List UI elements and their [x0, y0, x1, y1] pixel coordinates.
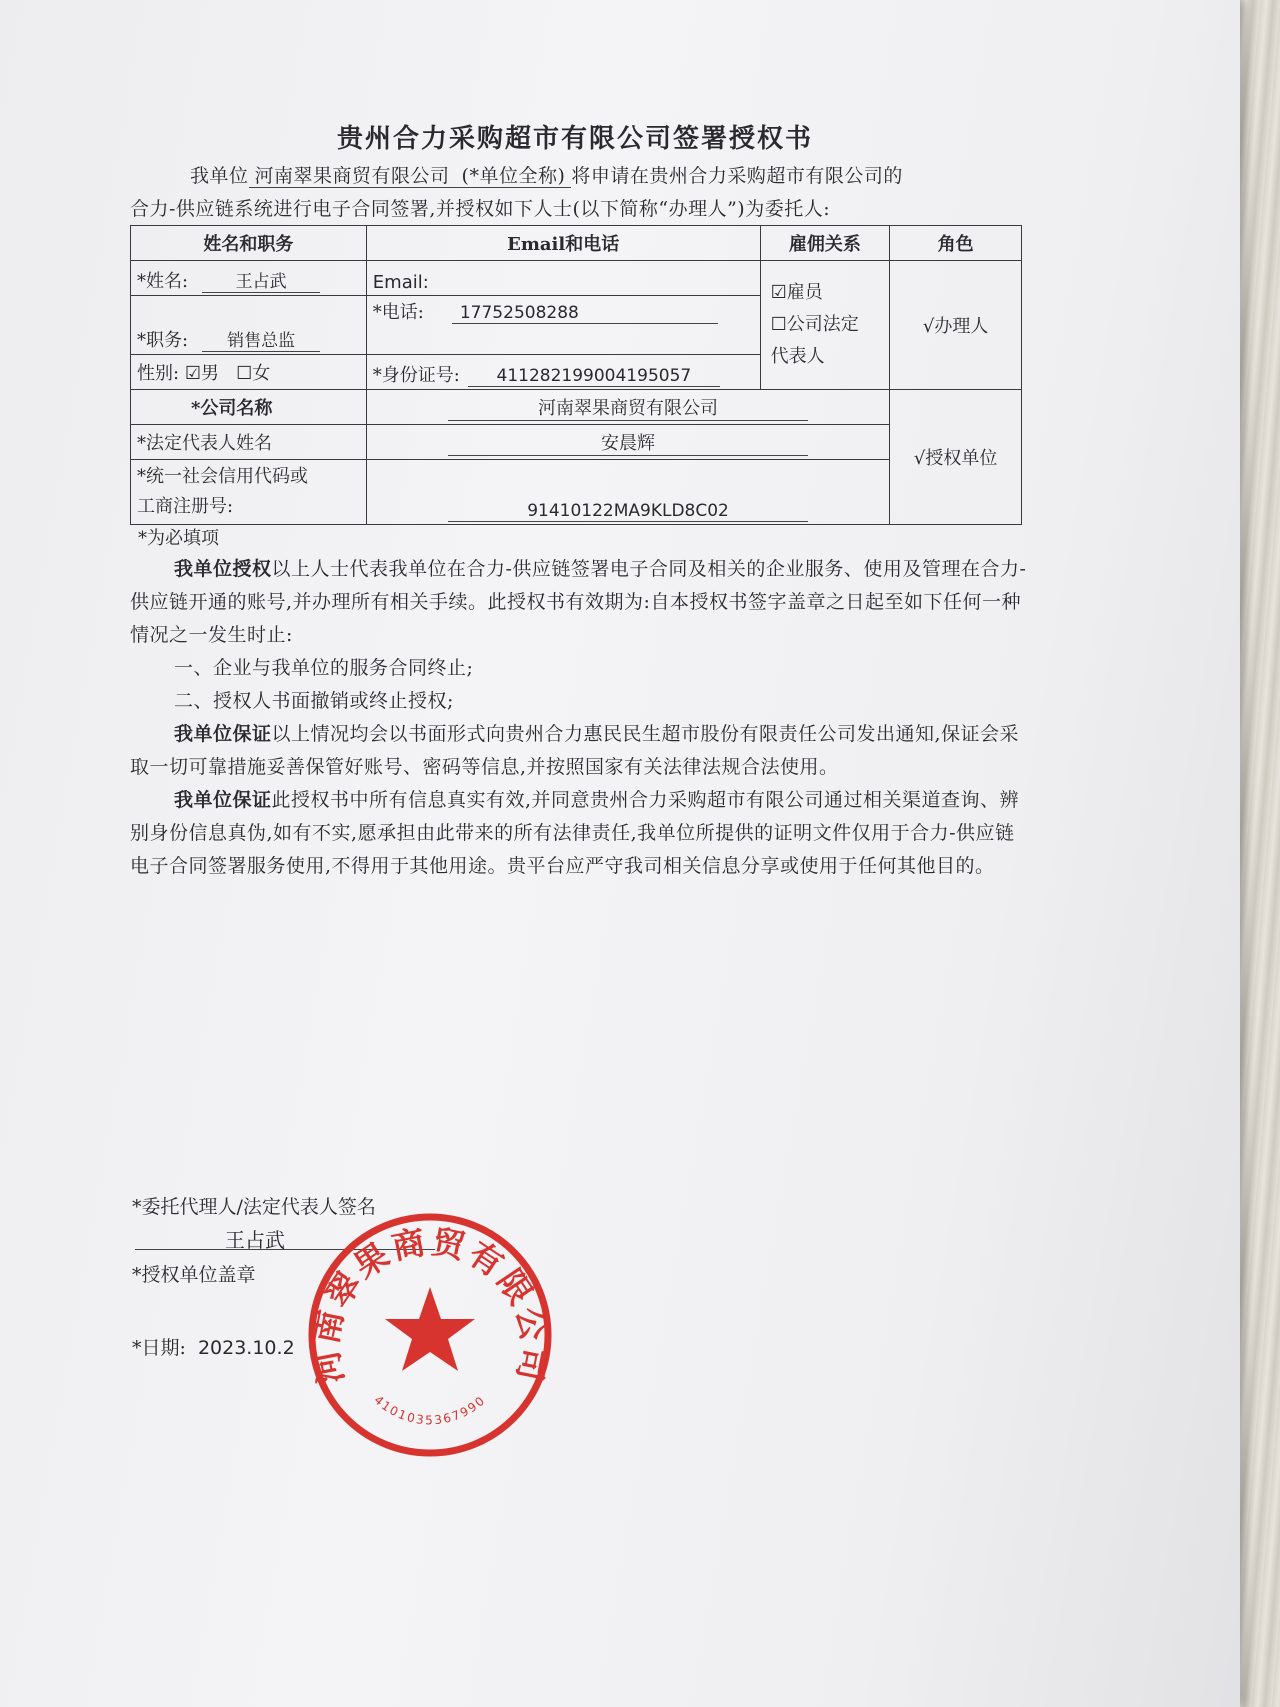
body-p2-text: 以上情况均会以书面形式向贵州合力惠民民生超市股份有限责任公司发出通知,保证会采取一切可靠措施妥善保管好账号、密码等信息,并按照国家有关法律法规合法使用。 — [130, 723, 1020, 778]
table-row — [131, 425, 1022, 460]
seal-number: 4101035367990 — [371, 1392, 489, 1428]
credit-label-2: 工商注册号: — [137, 496, 234, 517]
table-row — [131, 261, 1022, 296]
employment-legal-rep: ☐公司法定 — [770, 314, 859, 335]
intro-prefix: 我单位 — [190, 165, 249, 187]
name-cell — [131, 261, 367, 296]
header-name-title: 姓名和职务 — [131, 226, 367, 261]
legal-rep-label: *法定代表人姓名 — [131, 425, 367, 460]
employment-legal-rep-2: 代表人 — [770, 346, 825, 367]
gender-female: ☐女 — [236, 363, 271, 384]
header-employment: 雇佣关系 — [760, 226, 890, 261]
date-row — [132, 1333, 295, 1360]
id-value: 411282199004195057 — [468, 366, 720, 387]
document-title: 贵州合力采购超市有限公司签署授权书 — [336, 124, 813, 154]
phone-cell — [366, 296, 760, 355]
company-value: 河南翠果商贸有限公司 — [448, 394, 808, 421]
credit-cell — [366, 460, 890, 525]
intro-paragraph — [130, 160, 1030, 226]
body-paragraph-3 — [130, 784, 1030, 883]
phone-label: *电话: — [372, 302, 424, 323]
seal-star — [385, 1287, 475, 1371]
company-seal — [300, 1205, 560, 1465]
body-p2-bold: 我单位保证 — [174, 723, 272, 745]
seal-text: 河南翠果商贸有限公司 — [305, 1221, 555, 1388]
required-note: *为必填项 — [138, 528, 219, 549]
id-label: *身份证号: — [372, 365, 460, 386]
table-row — [131, 460, 1022, 525]
company-label: *公司名称 — [131, 390, 367, 425]
legal-rep-cell — [366, 425, 890, 460]
position-value: 销售总监 — [202, 326, 320, 352]
role-agent-cell: √办理人 — [890, 261, 1022, 390]
date-label: *日期: — [132, 1337, 186, 1359]
position-label: *职务: — [137, 330, 189, 351]
signature-name: 王占武 — [225, 1228, 285, 1252]
intro-after: 将申请在贵州合力采购超市有限公司的 — [571, 165, 903, 187]
seal-label: *授权单位盖章 — [132, 1264, 256, 1286]
intro-line-1 — [130, 160, 1030, 193]
body-p1-bold: 我单位授权 — [174, 558, 272, 580]
body-text — [130, 553, 1030, 883]
name-value: 王占武 — [202, 267, 320, 293]
id-cell — [366, 355, 760, 390]
body-paragraph-2 — [130, 718, 1030, 784]
intro-company: 河南翠果商贸有限公司 — [249, 165, 456, 188]
body-p3-bold: 我单位保证 — [174, 789, 272, 811]
authorization-table — [130, 225, 1022, 525]
position-cell — [131, 296, 367, 355]
gender-label: 性别: — [137, 363, 180, 384]
phone-value: 17752508288 — [452, 303, 718, 324]
body-paragraph-1 — [130, 553, 1030, 652]
date-value: 2023.10.2 — [197, 1337, 295, 1359]
gender-male: ☑男 — [184, 363, 219, 384]
name-label: *姓名: — [137, 271, 189, 292]
signature-label: *委托代理人/法定代表人签名 — [132, 1196, 376, 1218]
intro-fullname-note: (*单位全称) — [456, 165, 572, 188]
gender-cell — [131, 355, 367, 390]
table-header-row — [131, 226, 1022, 261]
body-p1-text: 以上人士代表我单位在合力-供应链签署电子合同及相关的企业服务、使用及管理在合力-供应链开通的账号,并办理所有相关手续。此授权书有效期为:自本授权书签字盖章之日起至如下任何一种情况之一发生时止: — [130, 558, 1027, 646]
table-row — [131, 390, 1022, 425]
credit-label-1: *统一社会信用代码或 — [137, 466, 308, 487]
role-unit-cell: √授权单位 — [890, 390, 1022, 525]
credit-value: 91410122MA9KLD8C02 — [448, 501, 808, 522]
employment-employee: ☑雇员 — [770, 282, 823, 303]
header-email-phone: Email和电话 — [366, 226, 760, 261]
credit-label-cell — [131, 460, 367, 525]
legal-rep-value: 安晨辉 — [448, 429, 808, 456]
company-cell — [366, 390, 890, 425]
body-p3-text: 此授权书中所有信息真实有效,并同意贵州合力采购超市有限公司通过相关渠道查询、辨别身份信息真伪,如有不实,愿承担由此带来的所有法律责任,我单位所提供的证明文件仅用于合力-供应链电子合同签署服务使用,不得用于其他用途。贵平台应严守我司相关信息分享或使用于任何其他目的。 — [130, 789, 1020, 877]
email-cell — [366, 261, 760, 296]
intro-line-2: 合力-供应链系统进行电子合同签署,并授权如下人士(以下简称“办理人”)为委托人: — [130, 198, 831, 220]
body-item-2: 二、授权人书面撤销或终止授权; — [174, 690, 454, 712]
header-role: 角色 — [890, 226, 1022, 261]
body-item-1: 一、企业与我单位的服务合同终止; — [174, 657, 474, 679]
email-label: Email: — [372, 272, 429, 293]
employment-cell — [760, 261, 890, 390]
